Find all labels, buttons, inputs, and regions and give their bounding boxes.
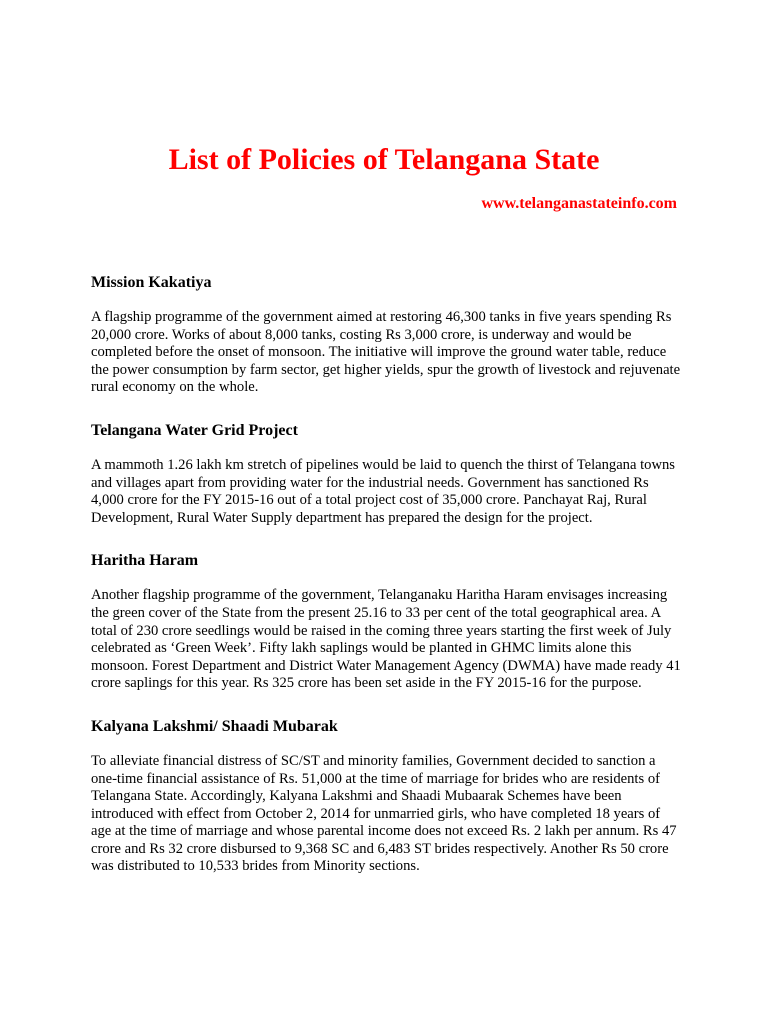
document-title: List of Policies of Telangana State <box>168 143 600 176</box>
section-body: Another flagship programme of the government, Telanganaku Haritha Haram envisages increasing the green cover of the State from the present 25.16 to 33 per cent of the total geographical area. A total of 230 crore seedlings would be raised in the coming three years starting the first week of July celebrated as ‘Green Week’. Fifty lakh saplings would be planted in GHMC limits alone this monsoon. Forest Department and District Water Management Agency (DWMA) have made ready 41 crore saplings for this year. Rs 325 crore has been set aside in the FY 2015-16 for the purpose. <box>91 587 681 692</box>
section-haritha-haram <box>91 548 681 693</box>
section-heading: Kalyana Lakshmi/ Shaadi Mubarak <box>91 717 338 735</box>
policy-sections <box>91 270 681 876</box>
section-body: To alleviate financial distress of SC/ST and minority families, Government decided to sanction a one-time financial assistance of Rs. 51,000 at the time of marriage for brides who are residents of Telangana State. Accordingly, Kalyana Lakshmi and Shaadi Mubaarak Schemes have been introduced with effect from October 2, 2014 for unmarried girls, who have completed 18 years of age at the time of marriage and whose parental income does not exceed Rs. 2 lakh per annum. Rs 47 crore and Rs 32 crore disbursed to 9,368 SC and 6,483 ST brides respectively. Another Rs 50 crore was distributed to 10,533 brides from Minority sections. <box>91 752 677 875</box>
section-water-grid <box>91 418 681 527</box>
section-heading: Mission Kakatiya <box>91 274 212 291</box>
website-link[interactable]: www.telanganastateinfo.com <box>481 195 677 212</box>
section-kalyana-lakshmi <box>91 714 681 876</box>
section-heading: Telangana Water Grid Project <box>91 421 298 439</box>
section-heading: Haritha Haram <box>91 552 199 570</box>
section-body: A mammoth 1.26 lakh km stretch of pipelines would be laid to quench the thirst of Telangana towns and villages apart from providing water for the industrial needs. Government has sanctioned Rs 4,000 crore for the FY 2015-16 out of a total project cost of 35,000 crore. Panchayat Raj, Rural Development, Rural Water Supply department has prepared the design for the project. <box>91 456 675 526</box>
section-mission-kakatiya <box>91 270 681 397</box>
section-body: A flagship programme of the government aimed at restoring 46,300 tanks in five years spending Rs 20,000 crore. Works of about 8,000 tanks, costing Rs 3,000 crore, is underway and would be completed before the onset of monsoon. The initiative will improve the ground water table, reduce the power consumption by farm sector, get higher yields, spur the growth of livestock and rejuvenate rural economy on the whole. <box>91 309 681 396</box>
